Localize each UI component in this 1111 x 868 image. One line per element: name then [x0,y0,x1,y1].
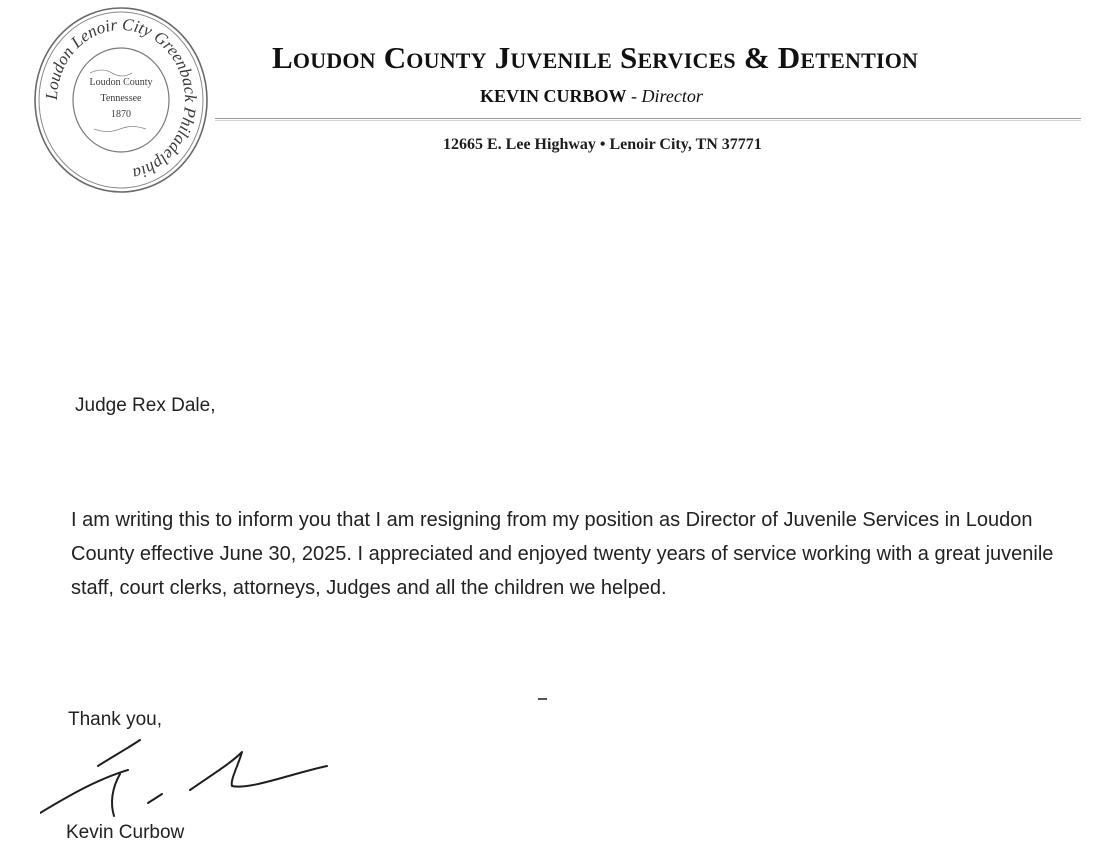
seal-center-line-2: Tennessee [100,93,142,104]
director-line [480,86,703,107]
seal-ring-text: Loudon Lenoir City Greenback Philadelphia [41,14,201,184]
seal-center-line-3: 1870 [111,109,131,120]
signer-name: Kevin Curbow [66,822,185,843]
seal-center-line-1: Loudon County [89,77,153,88]
letterhead-divider [215,118,1081,119]
scan-artifact [538,698,547,700]
organization-name: Loudon County Juvenile Services & Detention [272,40,919,75]
director-name: KEVIN CURBOW [480,86,627,106]
salutation: Judge Rex Dale, [75,395,216,416]
county-seal-logo [32,5,210,195]
letter-body: I am writing this to inform you that I am resigning from my position as Director of Juvenile Services in Loudon County effective June 30, 2025. I appreciated and enjoyed twenty years of service working with a great juvenile staff, court clerks, attorneys, Judges and all the children we helped. [71,509,1054,599]
director-separator: - [626,86,642,106]
closing: Thank you, [68,709,162,730]
director-title: Director [641,86,703,106]
handwritten-signature [40,728,340,828]
organization-address: 12665 E. Lee Highway • Lenoir City, TN 37771 [443,136,762,153]
